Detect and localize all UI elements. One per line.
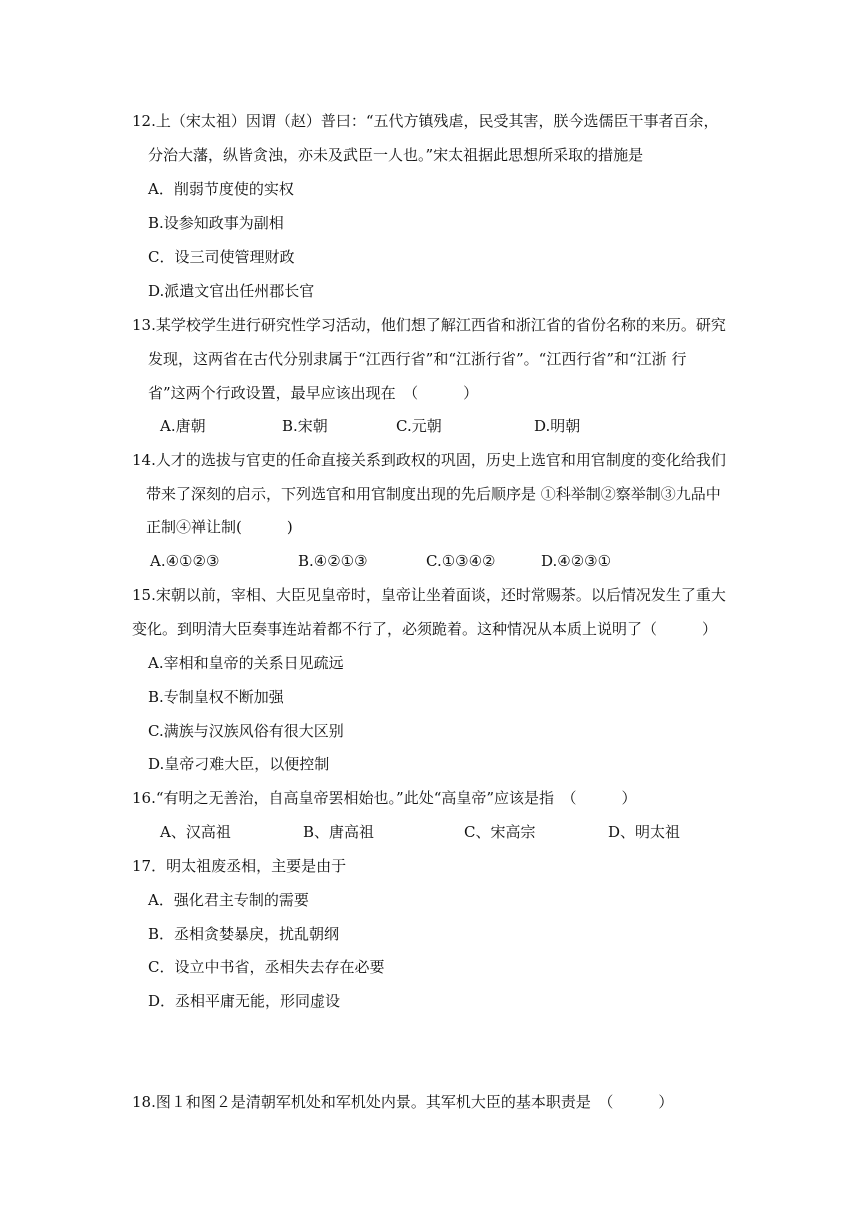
question-14-stem-line-2: 带来了深刻的启示，下列选官和用官制度出现的先后顺序是 ①科举制②察举制③九品中 [146, 485, 721, 503]
question-16-option-a: A、汉高祖 [160, 823, 231, 841]
question-17-stem-line-1: 17．明太祖废丞相，主要是由于 [132, 857, 347, 875]
question-17-option-d: D．丞相平庸无能，形同虚设 [148, 992, 341, 1010]
question-12-option-a: A．削弱节度使的实权 [148, 180, 294, 198]
question-14-stem-line-3: 正制④禅让制( ) [146, 518, 293, 536]
question-15-stem-line-1: 15.宋朝以前，宰相、大臣见皇帝时，皇帝让坐着面谈，还时常赐茶。以后情况发生了重大 [132, 586, 726, 604]
question-13-option-b: B.宋朝 [282, 417, 328, 435]
question-16-option-b: B、唐高祖 [303, 823, 375, 841]
question-17-option-b: B．丞相贪婪暴戾，扰乱朝纲 [148, 925, 340, 943]
question-14-stem-line-1: 14.人才的选拔与官吏的任命直接关系到政权的巩固，历史上选官和用官制度的变化给我们 [132, 451, 726, 469]
question-13-stem-line-2: 发现，这两省在古代分别隶属于“江西行省”和“江浙行省”。“江西行省”和“江浙 行 [148, 350, 687, 368]
question-12-stem-line-2: 分治大藩，纵皆贪浊，亦未及武臣一人也。”宋太祖据此思想所采取的措施是 [148, 146, 644, 164]
question-12-option-b: B.设参知政事为副相 [148, 214, 284, 232]
question-13-stem-line-1: 13.某学校学生进行研究性学习活动，他们想了解江西省和浙江省的省份名称的来历。研究 [132, 316, 726, 334]
question-14-option-d: D.④②③① [541, 552, 612, 570]
question-12-stem-line-1: 12.上（宋太祖）因谓（赵）普曰：“五代方镇残虐，民受其害，朕今选儒臣干事者百余， [132, 112, 719, 130]
question-16-option-c: C、宋高宗 [464, 823, 536, 841]
question-16-stem-line-1: 16.“有明之无善治，自高皇帝罢相始也。”此处“高皇帝”应该是指 （ ） [132, 789, 637, 807]
question-14-option-c: C.①③④② [426, 552, 496, 570]
question-13-option-c: C.元朝 [396, 417, 442, 435]
question-13-option-a: A.唐朝 [160, 417, 206, 435]
question-15-option-b: B.专制皇权不断加强 [148, 688, 284, 706]
question-15-option-d: D.皇帝刁难大臣，以便控制 [148, 755, 330, 773]
question-12-option-d: D.派遣文官出任州郡长官 [148, 282, 315, 300]
question-13-stem-line-3: 省”这两个行政设置，最早应该出现在 （ ） [148, 384, 479, 402]
question-14-option-a: A.④①②③ [150, 552, 220, 570]
question-15-option-a: A.宰相和皇帝的关系日见疏远 [148, 654, 344, 672]
question-16-option-d: D、明太祖 [608, 823, 681, 841]
question-12-option-c: C．设三司使管理财政 [148, 248, 295, 266]
question-17-option-c: C．设立中书省，丞相失去存在必要 [148, 958, 385, 976]
question-15-option-c: C.满族与汉族风俗有很大区别 [148, 722, 344, 740]
question-14-option-b: B.④②①③ [298, 552, 368, 570]
question-13-option-d: D.明朝 [534, 417, 581, 435]
question-15-stem-line-2: 变化。到明清大臣奏事连站着都不行了，必须跪着。这种情况从本质上说明了（ ） [132, 620, 718, 638]
question-17-option-a: A．强化君主专制的需要 [148, 891, 309, 909]
question-18-stem-line-1: 18.图１和图２是清朝军机处和军机处内景。其军机大臣的基本职责是 （ ） [132, 1093, 674, 1111]
